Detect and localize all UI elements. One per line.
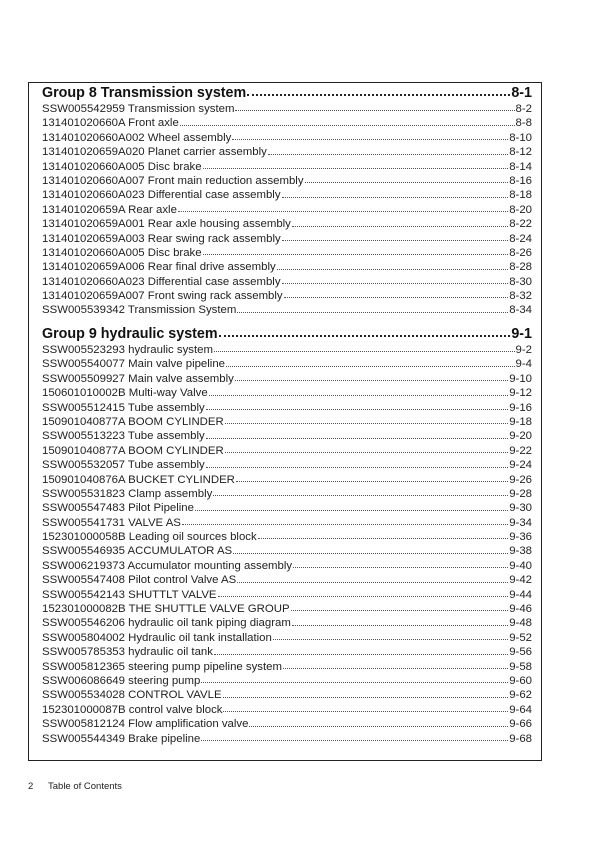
dot-leader: [178, 210, 508, 212]
dot-leader: [236, 480, 508, 482]
toc-group-heading[interactable]: [42, 325, 532, 343]
toc-entry-page-number: 9-46: [509, 603, 532, 616]
toc-entry[interactable]: [42, 501, 532, 515]
toc-entry-label: 131401020660A023 Differential case assembly: [42, 275, 281, 288]
toc-entry[interactable]: [42, 516, 532, 530]
dot-leader: [218, 595, 509, 597]
dot-leader: [291, 609, 509, 611]
dot-leader: [203, 167, 509, 169]
toc-entry-label: SSW005547408 Pilot control Valve AS: [42, 574, 237, 587]
dot-leader: [268, 153, 508, 155]
toc-entry[interactable]: [42, 217, 532, 231]
toc-entry-label: 152301000082B THE SHUTTLE VALVE GROUP: [42, 603, 290, 616]
toc-entry-page-number: 8-30: [509, 275, 532, 288]
toc-entry-page-number: 9-34: [509, 516, 532, 529]
dot-leader: [214, 350, 515, 352]
toc-entry[interactable]: [42, 415, 532, 429]
toc-entry-page-number: 9-18: [509, 415, 532, 428]
toc-entry-page-number: 8-22: [509, 218, 532, 231]
toc-entry-label: SSW005541731 VALVE AS: [42, 516, 181, 529]
toc-entry[interactable]: [42, 616, 532, 630]
toc-entry[interactable]: [42, 444, 532, 458]
dot-leader: [223, 710, 508, 712]
toc-entry[interactable]: [42, 102, 532, 116]
toc-entry[interactable]: [42, 688, 532, 702]
footer-page-number: 2: [28, 781, 34, 792]
toc-entry-page-number: 9-62: [509, 689, 532, 702]
dot-leader: [282, 196, 509, 198]
toc-group-heading-label: Group 9 hydraulic system: [42, 326, 218, 342]
toc-entry[interactable]: [42, 674, 532, 688]
toc-entry[interactable]: [42, 732, 532, 746]
toc-entry[interactable]: [42, 660, 532, 674]
toc-entry-label: 150901040877A BOOM CYLINDER: [42, 444, 224, 457]
toc-entry[interactable]: [42, 530, 532, 544]
toc-entry[interactable]: [42, 631, 532, 645]
toc-entry-page-number: 9-22: [509, 444, 532, 457]
toc-entry-page-number: 9-26: [509, 473, 532, 486]
toc-entry[interactable]: [42, 343, 532, 357]
toc-entry-label: 131401020660A023 Differential case assembly: [42, 189, 281, 202]
toc-entry[interactable]: [42, 602, 532, 616]
toc-entry-label: 152301000058B Leading oil sources block: [42, 531, 257, 544]
toc-entry-page-number: 9-12: [509, 387, 532, 400]
toc-entry-label: SSW005547483 Pilot Pipeline: [42, 502, 194, 515]
toc-entry-page-number: 9-28: [509, 487, 532, 500]
toc-entry[interactable]: [42, 559, 532, 573]
toc-entry[interactable]: [42, 645, 532, 659]
toc-entry-page-number: 9-42: [509, 574, 532, 587]
dot-leader: [235, 109, 514, 111]
toc-entry[interactable]: [42, 174, 532, 188]
toc-entry[interactable]: [42, 260, 532, 274]
dot-leader: [235, 379, 508, 381]
toc-entry[interactable]: [42, 544, 532, 558]
toc-entry-page-number: 9-52: [509, 631, 532, 644]
toc-entry-label: 150601010002B Multi-way Valve: [42, 387, 208, 400]
dot-leader: [282, 282, 509, 284]
dot-leader: [201, 739, 508, 741]
toc-entry-label: SSW006086649 steering pump: [42, 674, 201, 687]
toc-entry-label: SSW005540077 Main valve pipeline: [42, 358, 226, 371]
toc-entry-label: 131401020660A005 Disc brake: [42, 160, 202, 173]
toc-entry-label: SSW005542143 SHUTTLT VALVE: [42, 588, 217, 601]
toc-entry-label: SSW005513223 Tube assembly: [42, 430, 205, 443]
page-footer: [28, 781, 122, 792]
toc-entry-page-number: 9-4: [515, 358, 532, 371]
toc-entry-page-number: 8-26: [509, 246, 532, 259]
dot-leader: [258, 537, 509, 539]
toc-entry-page-number: 9-2: [515, 344, 532, 356]
dot-leader: [273, 638, 508, 640]
toc-entry-label: 150901040876A BUCKET CYLINDER: [42, 473, 235, 486]
toc-entry-page-number: 8-14: [509, 160, 532, 173]
toc-entry[interactable]: [42, 429, 532, 443]
toc-entry[interactable]: [42, 487, 532, 501]
toc-entry-page-number: 9-64: [509, 703, 532, 716]
toc-entry[interactable]: [42, 246, 532, 260]
toc-entry-label: SSW005544349 Brake pipeline: [42, 732, 201, 745]
toc-entry-label: 152301000087B control valve block: [42, 703, 223, 716]
dot-leader: [203, 253, 509, 255]
toc-entry-page-number: 9-44: [509, 588, 532, 601]
toc-entry[interactable]: [42, 573, 532, 587]
dot-leader: [249, 725, 508, 727]
dot-leader: [233, 552, 508, 554]
toc-entry-page-number: 9-66: [509, 718, 532, 731]
toc-entry-label: SSW005509927 Main valve assembly: [42, 372, 234, 385]
toc-entry-page-number: 8-16: [509, 174, 532, 187]
toc-group-heading-page-number: 8-1: [511, 85, 532, 101]
toc-entry-label: SSW005532057 Tube assembly: [42, 459, 205, 472]
toc-entry-page-number: 9-68: [509, 732, 532, 745]
toc-entry-page-number: 9-56: [509, 646, 532, 659]
toc-entry[interactable]: [42, 357, 532, 371]
toc-entry[interactable]: [42, 717, 532, 731]
dot-leader: [225, 422, 508, 424]
toc-entry-label: 131401020659A006 Rear final drive assembly: [42, 261, 276, 274]
toc-entry[interactable]: [42, 275, 532, 289]
toc-entry-page-number: 9-36: [509, 531, 532, 544]
dot-leader: [206, 466, 508, 468]
toc-entry-page-number: 9-24: [509, 459, 532, 472]
toc-entry-page-number: 8-24: [509, 232, 532, 245]
toc-entry-label: 131401020659A Rear axle: [42, 203, 177, 216]
toc-entry-label: SSW005785353 hydraulic oil tank: [42, 646, 213, 659]
toc-entry-label: 131401020660A Front axle: [42, 117, 179, 130]
dot-leader: [292, 225, 508, 227]
toc-entry[interactable]: [42, 372, 532, 386]
dot-leader: [247, 93, 510, 96]
dot-leader: [283, 667, 508, 669]
toc-entry[interactable]: [42, 145, 532, 159]
toc-entry[interactable]: [42, 401, 532, 415]
dot-leader: [219, 334, 511, 337]
dot-leader: [214, 653, 508, 655]
toc-entry-page-number: 8-8: [515, 117, 532, 130]
dot-leader: [232, 138, 508, 140]
toc-entry-page-number: 8-34: [509, 304, 532, 317]
toc-entry[interactable]: [42, 386, 532, 400]
toc-entry-label: SSW005546935 ACCUMULATOR AS: [42, 545, 233, 558]
dot-leader: [282, 239, 508, 241]
dot-leader: [293, 566, 508, 568]
toc-entry-label: SSW005512415 Tube assembly: [42, 401, 205, 414]
toc-entry-page-number: 9-38: [509, 545, 532, 558]
toc-entry[interactable]: [42, 160, 532, 174]
toc-entry[interactable]: [42, 289, 532, 303]
toc-entry-label: SSW005546206 hydraulic oil tank piping diagram: [42, 617, 291, 630]
toc-entry-page-number: 8-10: [509, 131, 532, 144]
toc-entry-label: SSW005812365 steering pump pipeline system: [42, 660, 282, 673]
toc-entry-page-number: 9-60: [509, 674, 532, 687]
toc-entry[interactable]: [42, 303, 532, 317]
dot-leader: [277, 268, 509, 270]
dot-leader: [195, 509, 508, 511]
toc-group-9: [42, 325, 532, 746]
toc-entry-page-number: 8-32: [509, 290, 532, 303]
toc-entry[interactable]: [42, 703, 532, 717]
dot-leader: [305, 181, 509, 183]
dot-leader: [237, 581, 508, 583]
dot-leader: [209, 394, 508, 396]
dot-leader: [223, 696, 509, 698]
table-of-contents-box: [28, 82, 542, 761]
dot-leader: [206, 408, 508, 410]
toc-entry-page-number: 9-40: [509, 559, 532, 572]
toc-entry-page-number: 9-30: [509, 502, 532, 515]
toc-group-heading[interactable]: [42, 84, 532, 102]
toc-entry[interactable]: [42, 232, 532, 246]
toc-entry-label: 131401020660A002 Wheel assembly: [42, 131, 232, 144]
toc-entry-label: 131401020660A007 Front main reduction assembly: [42, 174, 304, 187]
dot-leader: [213, 494, 508, 496]
toc-entry-label: SSW005539342 Transmission System: [42, 304, 237, 317]
toc-entry-page-number: 9-16: [509, 401, 532, 414]
dot-leader: [284, 296, 509, 298]
toc-entry-label: SSW005534028 CONTROL VAVLE: [42, 689, 222, 702]
toc-entry[interactable]: [42, 473, 532, 487]
dot-leader: [180, 124, 515, 126]
dot-leader: [226, 365, 515, 367]
toc-entry-page-number: 9-48: [509, 617, 532, 630]
toc-entry-label: 131401020660A005 Disc brake: [42, 246, 202, 259]
toc-entry-page-number: 8-18: [509, 189, 532, 202]
toc-entry-label: SSW005812124 Flow amplification valve: [42, 718, 249, 731]
toc-entry-page-number: 8-20: [509, 203, 532, 216]
dot-leader: [237, 311, 508, 313]
toc-group-heading-label: Group 8 Transmission system: [42, 85, 247, 101]
dot-leader: [182, 523, 508, 525]
toc-entry-label: 131401020659A007 Front swing rack assembly: [42, 290, 283, 303]
toc-entry[interactable]: [42, 131, 532, 145]
toc-entry-label: 131401020659A003 Rear swing rack assembly: [42, 232, 281, 245]
dot-leader: [206, 437, 508, 439]
toc-entry-label: SSW005804002 Hydraulic oil tank installation: [42, 631, 272, 644]
toc-entry[interactable]: [42, 588, 532, 602]
toc-entry-page-number: 9-58: [509, 660, 532, 673]
toc-entry[interactable]: [42, 458, 532, 472]
toc-entry-page-number: 9-20: [509, 430, 532, 443]
toc-group-8: [42, 84, 532, 318]
dot-leader: [201, 681, 508, 683]
toc-entry[interactable]: [42, 203, 532, 217]
dot-leader: [225, 451, 508, 453]
toc-entry-page-number: 8-28: [509, 261, 532, 274]
toc-entry-label: SSW005531823 Clamp assembly: [42, 487, 213, 500]
toc-entry-label: 131401020659A001 Rear axle housing assembly: [42, 218, 291, 231]
toc-entry-page-number: 8-12: [509, 146, 532, 159]
toc-entry-page-number: 9-10: [509, 372, 532, 385]
toc-entry[interactable]: [42, 188, 532, 202]
toc-entry[interactable]: [42, 116, 532, 130]
toc-entry-page-number: 8-2: [515, 103, 532, 115]
toc-entry-label: 131401020659A020 Planet carrier assembly: [42, 146, 267, 159]
toc-entry-label: SSW005523293 hydraulic system: [42, 344, 213, 356]
toc-entry-label: 150901040877A BOOM CYLINDER: [42, 415, 224, 428]
dot-leader: [292, 624, 508, 626]
toc-group-heading-page-number: 9-1: [511, 326, 532, 342]
toc-entry-label: SSW006219373 Accumulator mounting assembly: [42, 559, 293, 572]
footer-section-title: Table of Contents: [48, 781, 122, 792]
toc-entry-label: SSW005542959 Transmission system: [42, 103, 235, 115]
